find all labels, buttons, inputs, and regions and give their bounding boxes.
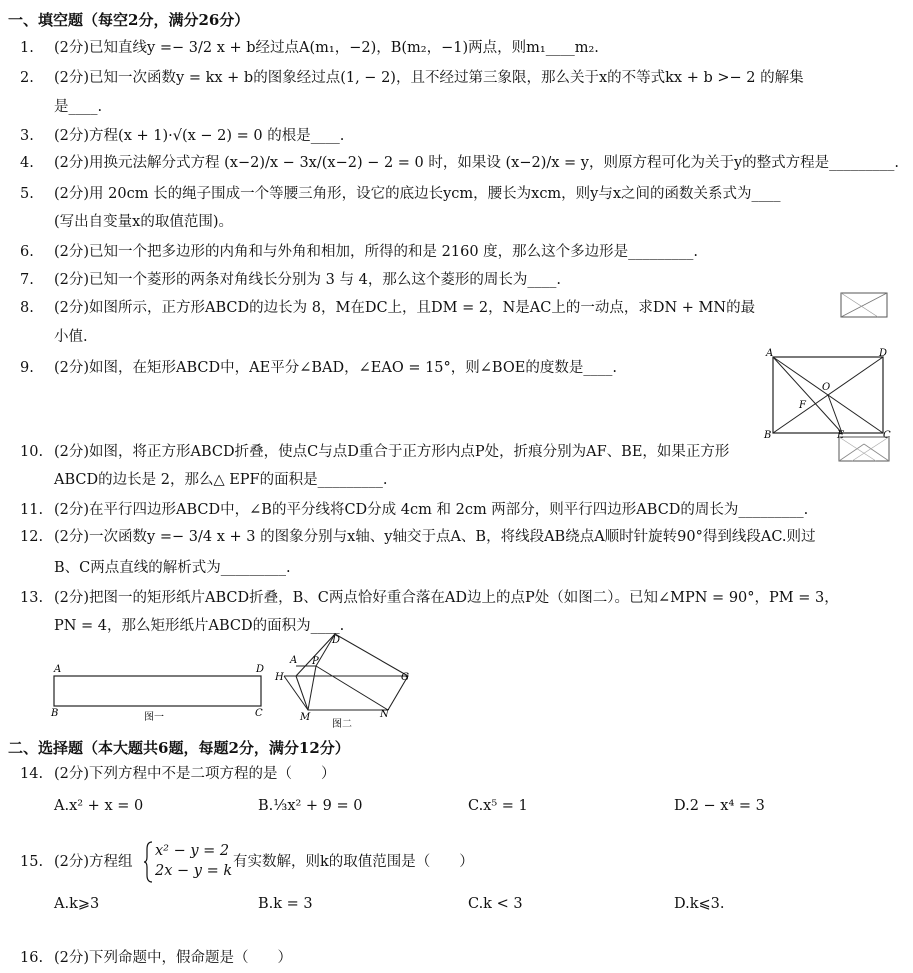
question-text: (2分)用换元法解分式方程 (x−2)/x − 3x/(x−2) − 2 = 0 时，如果设 (x−2)/x = y，则原方程可化为关于y的整式方程是_________.: [54, 155, 900, 171]
question-1: [20, 38, 599, 58]
label-d: D: [256, 664, 265, 675]
question-text: (2分)把图一的矩形纸片ABCD折叠，B、C两点恰好重合落在AD边上的点P处（如图二）。已知∠MPN = 90°，PM = 3，: [54, 590, 839, 606]
label-a: A: [54, 664, 62, 675]
question-text: (2分)用 20cm 长的绳子围成一个等腰三角形，设它的底边长ycm，腰长为xcm，则y与x之间的函数关系式为____: [54, 186, 781, 202]
q15-option-d: D.k⩽3.: [674, 896, 725, 912]
segment-hm: [284, 676, 308, 710]
label-h: H: [275, 672, 284, 683]
question-7: [20, 270, 561, 290]
figure-q13-fig2: [272, 632, 417, 730]
label-g: G: [401, 672, 409, 683]
question-10: [20, 442, 729, 462]
question-text: (2分)已知一个菱形的两条对角线长分别为 3 与 4，那么这个菱形的周长为____.: [54, 272, 561, 288]
fold-line-right: [864, 444, 889, 461]
section-2-title: 二、选择题（本大题共6题，每题2分，满分12分）: [8, 739, 350, 757]
question-text: (2分)下列方程中不是二项方程的是（ ）: [54, 766, 336, 782]
label-o: O: [822, 382, 831, 393]
label-a: A: [766, 348, 774, 359]
question-9: [20, 358, 617, 378]
question-number: 6.: [20, 244, 34, 260]
q15-text-post: 有实数解，则k的取值范围是（ ）: [233, 854, 474, 870]
question-number: 7.: [20, 272, 34, 288]
segment-pm: [308, 666, 316, 710]
question-number: 1.: [20, 40, 34, 56]
question-number: 9.: [20, 360, 34, 376]
question-3: [20, 126, 344, 146]
caption-fig2: 图二: [332, 719, 352, 730]
question-number: 16.: [20, 950, 44, 966]
question-8: [20, 298, 755, 318]
question-number: 5.: [20, 186, 34, 202]
question-text-pre: (2分)方程组: [54, 854, 133, 870]
question-number: 15.: [20, 854, 44, 870]
question-5-continuation: (写出自变量x的取值范围)。: [54, 214, 233, 230]
question-4: [20, 153, 899, 173]
question-text: (2分)如图所示，正方形ABCD的边长为 8，M在DC上，且DM = 2，N是AC上的一动点，求DN + MN的最: [54, 300, 756, 316]
label-n: N: [380, 709, 389, 720]
q14-option-b: B.⅓x² + 9 = 0: [258, 798, 363, 814]
question-text: (2分)一次函数y =− 3/4 x + 3 的图象分别与x轴、y轴交于点A、B，将线段AB绕点A顺时针旋转90°得到线段AC.则过: [54, 529, 816, 545]
question-text: (2分)方程(x + 1)·√(x − 2) = 0 的根是____.: [54, 128, 345, 144]
question-12-continuation: B、C两点直线的解析式为_________.: [54, 560, 291, 576]
folded-shape: [296, 634, 408, 710]
question-number: 12.: [20, 529, 44, 545]
q15-option-b: B.k = 3: [258, 896, 313, 912]
question-text: (2分)如图，在矩形ABCD中，AE平分∠BAD，∠EAO = 15°，则∠BOE的度数是____.: [54, 360, 617, 376]
q14-option-c: C.x⁵ = 1: [468, 798, 528, 814]
question-8-continuation: 小值.: [54, 329, 88, 345]
question-text: (2分)下列命题中，假命题是（ ）: [54, 950, 293, 966]
q15-option-a: A.k⩾3: [54, 896, 100, 912]
q15-equation-1: x² − y = 2: [155, 843, 230, 859]
question-2-continuation: 是____.: [54, 99, 103, 115]
figure-q9-rectangle: [762, 347, 894, 439]
question-14: [20, 764, 336, 784]
question-number: 8.: [20, 300, 34, 316]
brace-icon: [144, 841, 154, 883]
label-f: F: [799, 400, 806, 411]
label-c: C: [883, 430, 891, 439]
label-a: A: [290, 655, 298, 666]
question-11: [20, 500, 808, 520]
label-p: P: [312, 656, 319, 667]
question-2: [20, 68, 804, 88]
question-15: [20, 852, 133, 872]
figure-q13-fig1: [46, 660, 276, 726]
fold-line-left: [839, 444, 864, 461]
label-b: B: [764, 430, 772, 439]
q15-equation-2: 2x − y = k: [155, 863, 233, 879]
diagonal-ac: [841, 293, 887, 317]
question-number: 10.: [20, 444, 44, 460]
question-number: 4.: [20, 155, 34, 171]
question-13-continuation: PN = 4，那么矩形纸片ABCD的面积为____.: [54, 618, 345, 634]
caption-fig1: 图一: [144, 712, 164, 723]
label-b: B: [51, 708, 59, 719]
question-16: [20, 948, 292, 968]
question-number: 2.: [20, 70, 34, 86]
label-d: D: [332, 635, 341, 646]
segment-dn: [841, 293, 878, 317]
question-5: [20, 184, 781, 204]
question-text: (2分)已知一个把多边形的内角和与外角和相加，所得的和是 2160 度，那么这个多边形是_________.: [54, 244, 699, 260]
rectangle-abcd: [54, 676, 261, 706]
segment-pn: [316, 666, 388, 710]
question-text: (2分)已知直线y =− 3/2 x + b经过点A(m₁，−2)，B(m₂，−1)两点，则m₁____m₂.: [54, 40, 599, 56]
label-e: E: [837, 430, 845, 439]
question-number: 11.: [20, 502, 44, 518]
question-10-continuation: ABCD的边长是 2，那么△ EPF的面积是_________.: [54, 472, 388, 488]
section-1-title: 一、填空题（每空2分，满分26分）: [8, 11, 250, 29]
label-d: D: [879, 348, 888, 359]
question-text: (2分)在平行四边形ABCD中，∠B的平分线将CD分成 4cm 和 2cm 两部分，则平行四边形ABCD的周长为_________.: [54, 502, 809, 518]
question-number: 14.: [20, 766, 44, 782]
question-number: 13.: [20, 590, 44, 606]
segment-oe: [828, 395, 842, 433]
question-13: [20, 588, 839, 608]
square-outline: [839, 437, 889, 461]
q14-option-a: A.x² + x = 0: [54, 798, 144, 814]
label-m: M: [300, 712, 311, 723]
figure-q10-folded-square: [836, 434, 892, 464]
bisector-ae: [773, 357, 842, 433]
question-number: 3.: [20, 128, 34, 144]
label-c: C: [255, 708, 263, 719]
question-12: [20, 527, 816, 547]
figure-q8-square: [838, 290, 890, 320]
question-6: [20, 242, 698, 262]
question-text: (2分)如图，将正方形ABCD折叠，使点C与点D重合于正方形内点P处，折痕分别为AF、BE，如果正方形: [54, 444, 730, 460]
q14-option-d: D.2 − x⁴ = 3: [674, 798, 765, 814]
q15-option-c: C.k < 3: [468, 896, 523, 912]
question-text: (2分)已知一次函数y = kx + b的图象经过点(1, − 2)，且不经过第三象限，那么关于x的不等式kx + b >− 2 的解集: [54, 70, 804, 86]
